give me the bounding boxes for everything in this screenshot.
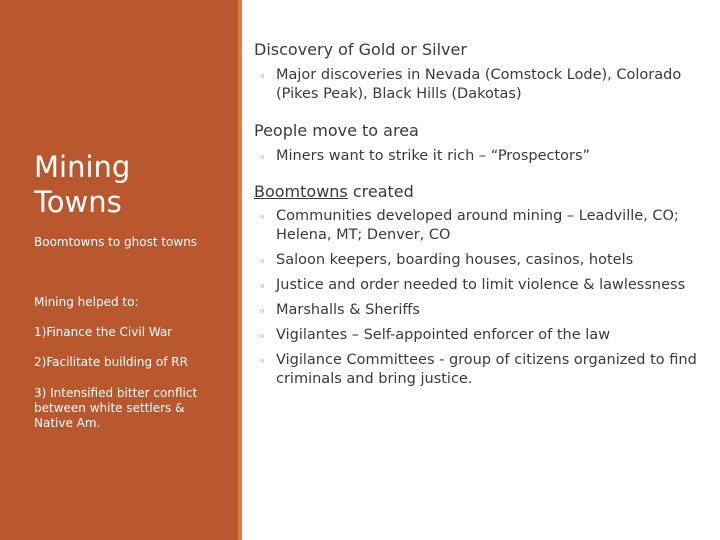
heading-people: People move to area [254, 121, 419, 140]
list-item: ◦ Communities developed around mining – Leadville, CO; Helena, MT; Denver, CO [259, 208, 679, 243]
bullet-icon: ◦ [259, 70, 266, 83]
list-item: ◦ Justice and order needed to limit violence & lawlessness [254, 276, 704, 295]
list-item: ◦ Miners want to strike it rich – “Prospectors” [254, 147, 704, 166]
heading-boomtowns-rest: created [347, 182, 414, 201]
bullets-boomtowns [254, 207, 704, 389]
heading-boomtowns-underlined: Boomtowns [254, 182, 348, 201]
bullet-icon: ◦ [259, 211, 266, 224]
list-item: ◦ Major discoveries in Nevada (Comstock Lode), Colorado (Pikes Peak), Black Hills (Dakotas) [259, 67, 682, 102]
point-1: 1)Finance the Civil War [34, 325, 173, 339]
slide-title [34, 150, 234, 220]
bullet-icon: ◦ [259, 255, 266, 268]
slide-subtitle: Boomtowns to ghost towns [34, 235, 198, 249]
list-item: ◦ Marshalls & Sheriffs [254, 301, 704, 320]
bullet-icon: ◦ [259, 280, 266, 293]
bullet-icon: ◦ [259, 305, 266, 318]
bullet-icon: ◦ [259, 151, 266, 164]
slide-title-line1: Mining [34, 150, 131, 184]
mining-helped-label: Mining helped to: [34, 295, 139, 309]
list-item: ◦ Vigilance Committees - group of citizens organized to find criminals and bring justice. [259, 352, 697, 387]
list-item: ◦ Saloon keepers, boarding houses, casinos, hotels [254, 251, 704, 270]
slide-title-line2: Towns [34, 185, 122, 219]
point-2: 2)Facilitate building of RR [34, 355, 188, 369]
point-3: 3) Intensified bitter conflict between white settlers & Native Am. [34, 386, 198, 430]
heading-discovery: Discovery of Gold or Silver [254, 40, 467, 59]
heading-boomtowns [254, 182, 414, 202]
list-item: ◦ Vigilantes – Self-appointed enforcer of the law [254, 326, 704, 345]
left-panel-edge [238, 0, 242, 540]
bullet-icon: ◦ [259, 355, 266, 368]
bullets-discovery [254, 66, 704, 104]
bullet-icon: ◦ [259, 330, 266, 343]
bullets-people [254, 147, 704, 166]
left-panel [0, 0, 238, 540]
